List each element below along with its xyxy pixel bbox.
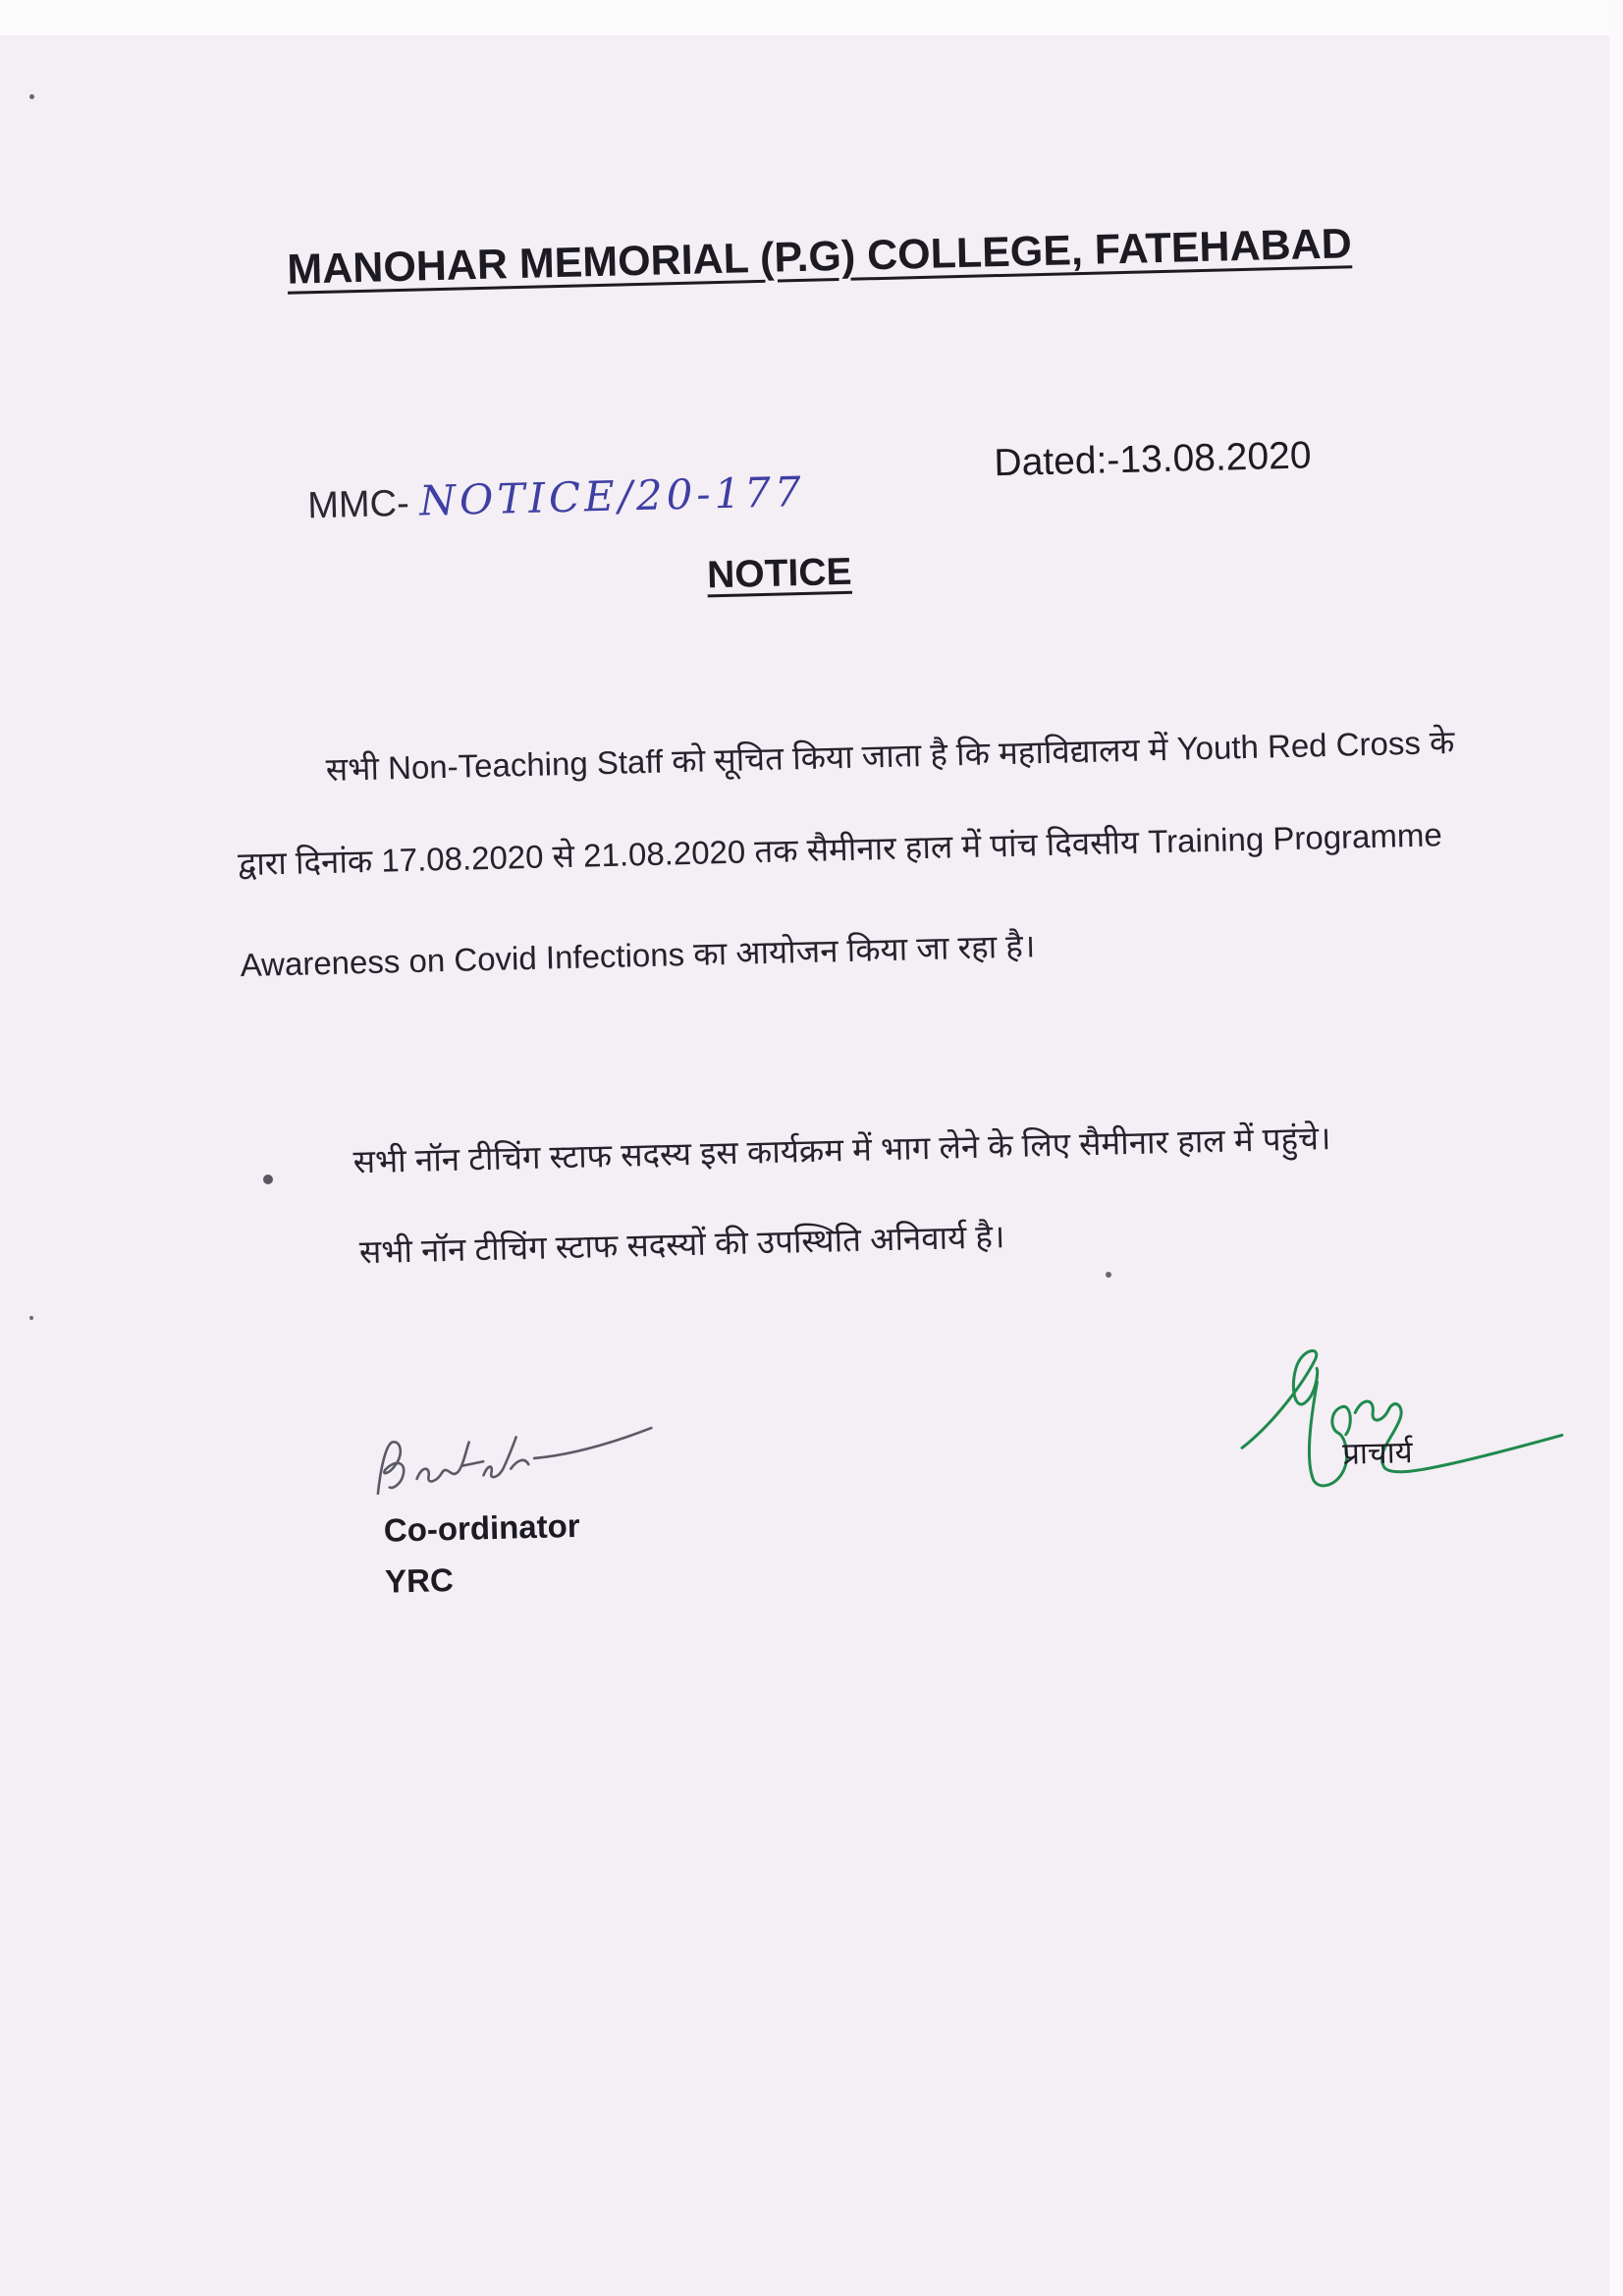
reference-handwritten-number: NOTICE/20-177 [418,466,806,525]
notice-paragraph-line-1: सभी Non-Teaching Staff को सूचित किया जाता है कि महाविद्यालय में Youth Red Cross के [325,723,1455,788]
scan-speck [263,1175,273,1184]
notice-paragraph-line-3: Awareness on Covid Infections का आयोजन किया जा रहा है। [240,927,1036,984]
notice-date: Dated:-13.08.2020 [993,434,1313,485]
notice-heading: NOTICE [706,550,853,597]
college-title: MANOHAR MEMORIAL (P.G) COLLEGE, FATEHABAD [286,220,1353,294]
principal-signature [1233,1337,1571,1506]
coordinator-title: Co-ordinator [383,1506,581,1549]
reference-number [307,467,806,527]
reference-prefix: MMC- [306,482,410,527]
coordinator-unit: YRC [384,1561,455,1600]
coordinator-designation [383,1501,581,1608]
attendance-mandatory-note: सभी नॉन टीचिंग स्टाफ सदस्यों की उपस्थिति अनिवार्य है। [358,1218,1005,1271]
notice-paragraph-line-2: द्वारा दिनांक 17.08.2020 से 21.08.2020 तक सैमीनार हाल में पांच दिवसीय Training Programme [237,816,1443,883]
attendance-instruction: सभी नॉन टीचिंग स्टाफ सदस्य इस कार्यक्रम में भाग लेने के लिए सैमीनार हाल में पहुंचे। [352,1120,1331,1180]
principal-designation: प्राचार्य [1341,1435,1414,1471]
scan-speck [1106,1272,1111,1278]
coordinator-signature [366,1418,663,1513]
scan-speck [29,1316,33,1320]
scan-speck [29,94,34,99]
